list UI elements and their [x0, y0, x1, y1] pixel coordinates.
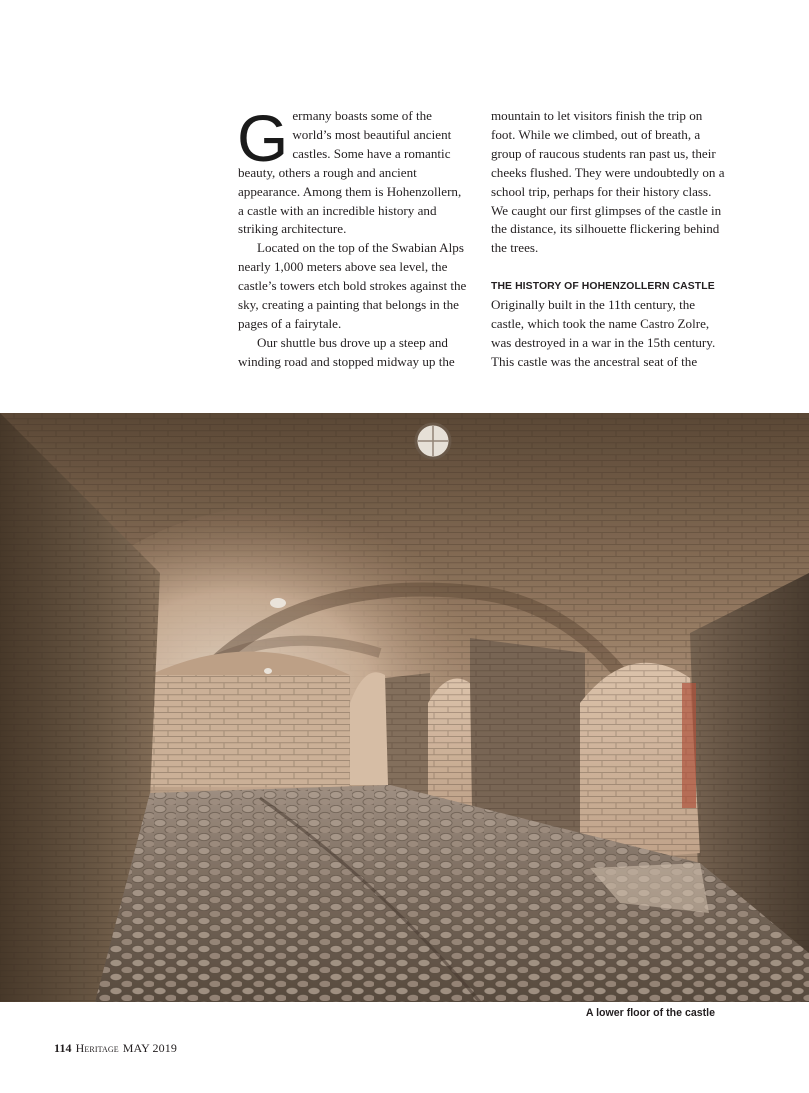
page-folio [54, 1041, 177, 1056]
drop-cap: G [237, 101, 289, 175]
section-subhead: THE HISTORY OF HOHENZOLLERN CASTLE [491, 281, 715, 293]
page-number: 114 [54, 1041, 72, 1055]
magazine-name: Heritage [75, 1041, 119, 1055]
paragraph-shuttle-start: Our shuttle bus drove up a steep and winding road and stopped midway up the [238, 334, 455, 369]
castle-corridor-photo [0, 413, 809, 1002]
paragraph-shuttle-continued: mountain to let visitors finish the trip on foot. While we climbed, out of breath, a group of raucous students ran past us, their cheeks flushed. They were undoubtedly on a school trip, perhaps for their history class. We caught our first glimpses of the castle in the distance, its silhouette flickering behind the trees. [491, 108, 725, 256]
paragraph-intro-text: ermany boasts some of the world’s most beautiful ancient castles. Some have a romantic beauty, others a rough and ancient appearance. Among them is Hohenzollern, a castle with an incredible history and striking architecture. [238, 108, 462, 237]
paragraph-intro [237, 101, 470, 239]
paragraph-history: Originally built in the 11th century, the castle, which took the name Castro Zolre, was destroyed in a war in the 15th century. This castle was the ancestral seat of the [491, 297, 716, 369]
article-column-right [491, 107, 727, 372]
paragraph-location: Located on the top of the Swabian Alps nearly 1,000 meters above sea level, the castle’s towers etch bold strokes against the sky, creating a painting that belongs in the pages of a fairytale. [238, 240, 467, 331]
article-column-left [237, 101, 470, 372]
issue-date: MAY 2019 [122, 1041, 177, 1055]
photo-caption: A lower floor of the castle [585, 1007, 715, 1019]
paragraph-shuttle [238, 334, 470, 372]
